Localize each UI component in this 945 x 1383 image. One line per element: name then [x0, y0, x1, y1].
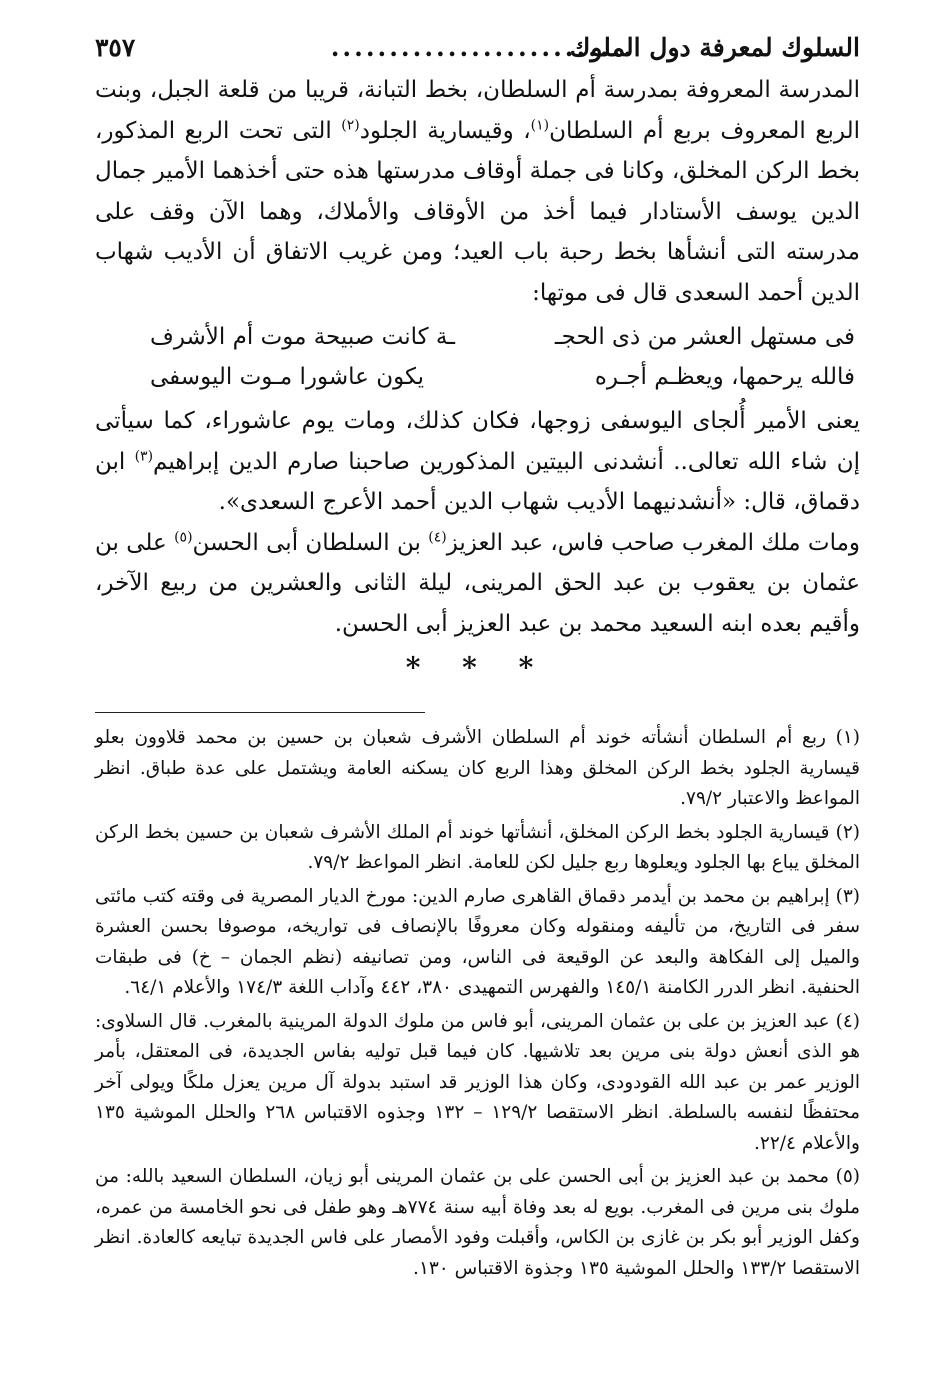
- poem: [95, 317, 860, 397]
- verse-line-2: [95, 357, 860, 397]
- page-header: [95, 30, 860, 70]
- footnote-ref-5: (٥): [174, 528, 193, 545]
- verse-hemistich: يكون عاشورا مـوت اليوسفى: [150, 364, 425, 390]
- main-text: [95, 70, 860, 690]
- footnote-4: (٤) عبد العزيز بن على بن عثمان المرينى، أبو فاس من ملوك الدولة المرينية بالمغرب. قال السلاوى: هو الذى أنعش دولة بنى مرين بعد تلاشيها. كان فيما قبل توليه بفاس الجديدة، فى المعتقل، بأمر الوزير عمر بن عبد الله القودودى، وكان هذا الوزير قد استبد بدولة آل مرين يعزل ملكًا ويولى آخر محتفظًا لنفسه بالسلطة. انظر الاستقصا ١٢٩/٢ – ١٣٢ وجذوه الاقتباس ٢٦٨ والحلل الموشية ١٣٥ والأعلام ٢٢/٤.: [95, 1010, 860, 1154]
- footnote-ref-2: (٢): [341, 116, 360, 133]
- header-leader-dots: ..........................: [330, 33, 635, 62]
- paragraph-3: ومات ملك المغرب صاحب فاس، عبد العزيز$^{(٤)}$ بن السلطان أبى الحسن$^{(٥)}$ على بن عثمان بن يعقوب بن عبد الحق المرينى، ليلة الثانى والعشرين من ربيع الآخر، وأقيم بعده ابنه السعيد محمد بن عبد العزيز أبى الحسن.: [95, 528, 861, 637]
- paragraph-1: المدرسة المعروفة بمدرسة أم السلطان، بخط التبانة، قريبا من قلعة الجبل، وبنت الربع المعروف بربع أم السلطان$^{(١)}$، وقيسارية الجلود$^{(٢)}$ التى تحت الربع المذكور، بخط الركن المخلق، وكانا فى جملة أوقاف مدرستها هذه حتى أخذهما الأمير جمال الدين يوسف الأستادار فيما أخذ من الأوقاف والأملاك، وهما الآن وقف على مدرسته التى أنشأها بخط رحبة باب العيد؛ ومن غريب الاتفاق أن الأديب شهاب الدين أحمد السعدى قال فى موتها:: [95, 77, 860, 306]
- footnote-5: (٥) محمد بن عبد العزيز بن أبى الحسن على بن عثمان المرينى أبو زيان، السلطان السعيد بالله: من ملوك بنى مرين فى المغرب. بويع له بعد وفاة أبيه سنة ٧٧٤هـ وهو طفل فى نحو الخامسة من عمره، وكفل الوزير أبو بكر بن غازى بن الكاس، وأقبلت وفود الأمصار على فاس الجديدة تبايعه كالعادة. انظر الاستقصا ١٣٣/٢ والحلل الموشية ١٣٥ وجذوة الاقتباس ١٣٠.: [95, 1166, 860, 1279]
- footnotes: [95, 723, 860, 1284]
- verse-hemistich: فالله يرحمها، ويعظـم أجـره: [594, 364, 855, 390]
- page-number: ٣٥٧: [95, 33, 136, 62]
- verse-hemistich: ـة كانت صبيحة موت أم الأشرف: [150, 324, 455, 350]
- running-title: السلوك لمعرفة دول الملوك: [569, 33, 860, 62]
- verse-line-1: [95, 317, 860, 357]
- verse-hemistich: فى مستهل العشر من ذى الحجـ: [554, 324, 855, 350]
- footnote-ref-1: (١): [530, 116, 550, 133]
- book-page: [95, 30, 860, 1360]
- section-separator: * * *: [405, 651, 550, 684]
- footnote-3: (٣) إبراهيم بن محمد بن أيدمر دقماق القاهرى صارم الدين: مورخ الديار المصرية فى وقته كتب مائتى سفر فى التاريخ، من تأليفه ومنقوله وكان معروفًا بالإنصاف فى تواريخه، موصوفا بحسن العشرة والميل إلى الفكاهة والبعد عن الوقيعة فى الناس، ومن تصانيفه (نظم الجمان – خ) فى طبقات الحنفية. انظر الدرر الكامنة ١٤٥/١ والفهرس التمهيدى ٣٨٠، ٤٤٢ وآداب اللغة ١٧٤/٣ والأعلام ٦٤/١.: [95, 885, 860, 998]
- paragraph-2: يعنى الأمير أُلجاى اليوسفى زوجها، فكان كذلك، ومات يوم عاشوراء، كما سيأتى إن شاء الله تعالى.. أنشدنى البيتين المذكورين صاحبنا صارم الدين إبراهيم$^{(٣)}$ ابن دقماق، قال: «أنشدنيهما الأديب شهاب الدين أحمد الأعرج السعدى».: [95, 408, 860, 515]
- footnote-divider: [95, 712, 425, 713]
- footnote-ref-3: (٣): [134, 447, 154, 464]
- footnote-ref-4: (٤): [428, 528, 447, 545]
- footnote-2: (٢) قيسارية الجلود بخط الركن المخلق، أنشأتها خوند أم الملك الأشرف شعبان بن حسين بخط الركن المخلق يباع بها الجلود ويعلوها ربع جليل لكن للعامة. انظر المواعظ ٧٩/٢.: [95, 821, 860, 873]
- footnote-1: (١) ربع أم السلطان أنشأته خوند أم السلطان الأشرف شعبان بن حسين بن محمد قلاوون بعلو قيسارية الجلود بخط الركن المخلق وهذا الربع كان يسكنه العامة ويشتمل على عدة طباق. انظر المواعظ والاعتبار ٧٩/٢.: [95, 727, 860, 809]
